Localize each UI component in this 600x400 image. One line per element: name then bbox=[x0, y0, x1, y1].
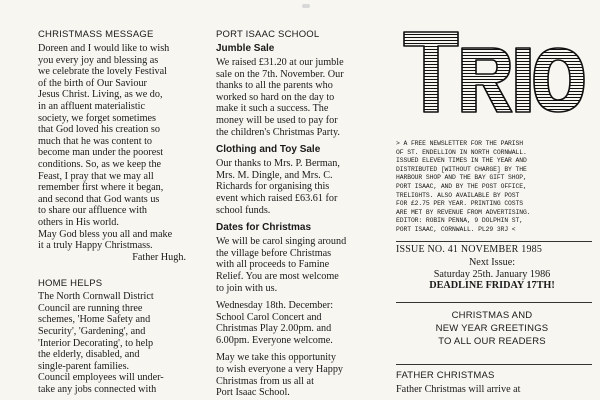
jumble-sale-title: Jumble Sale bbox=[216, 43, 275, 54]
text-line: Relief. You are most welcome bbox=[216, 270, 339, 282]
text-line: worked so hard on the day to bbox=[216, 91, 335, 103]
text-line: to wish everyone a very Happy bbox=[216, 364, 344, 376]
deadline: DEADLINE FRIDAY 17TH! bbox=[429, 280, 555, 292]
text-line: School Carol Concert and bbox=[216, 311, 322, 323]
text-line: Jesus Christ. Living, as we do, bbox=[38, 89, 163, 101]
divider bbox=[396, 364, 592, 365]
text-line: The North Cornwall District bbox=[38, 291, 154, 303]
text-line: Council are running three bbox=[38, 302, 143, 314]
info-line: DISTRIBUTED [WITHOUT CHARGE] BY THE bbox=[396, 165, 527, 173]
text-line: Port Isaac School. bbox=[216, 387, 290, 399]
text-line: much that he was content to bbox=[38, 135, 153, 147]
text-line: the elderly, disabled, and bbox=[38, 349, 140, 361]
text-line: in an affluent materialistic bbox=[38, 100, 146, 112]
text-line: it a truly Happy Christmass. bbox=[38, 240, 153, 252]
text-line: society, we forget sometimes bbox=[38, 112, 156, 124]
text-line: Council employees will under- bbox=[38, 372, 164, 384]
issue-box bbox=[396, 244, 588, 292]
greetings-line: TO ALL OUR READERS bbox=[438, 336, 546, 347]
info-line: TRELIGHTS. ALSO AVAILABLE BY POST bbox=[396, 191, 520, 199]
text-line: you every joy and blessing as bbox=[38, 54, 159, 66]
text-line: that God loved his creation so bbox=[38, 124, 160, 136]
text-line: Mrs. M. Dingle, and Mrs. C. bbox=[216, 169, 333, 181]
column-left bbox=[38, 0, 206, 396]
text-line: May God bless you all and make bbox=[38, 228, 173, 240]
info-line: FOR £2.75 PER YEAR. PRINTING COSTS bbox=[396, 200, 523, 208]
next-issue-date: Saturday 25th. January 1986 bbox=[433, 268, 551, 280]
info-line: PORT ISAAC, AND BY THE POST OFFICE, bbox=[396, 182, 527, 190]
info-line: EDITOR: ROBIN PENNA, 9 DOLPHIN ST, bbox=[396, 217, 523, 225]
text-line: We raised £31.20 at our jumble bbox=[216, 57, 344, 68]
trio-logo bbox=[400, 28, 588, 134]
closing-body bbox=[216, 352, 388, 398]
text-line: 'Interior Decorating', to help bbox=[38, 337, 154, 349]
text-line: schemes, 'Home Safety and bbox=[38, 314, 151, 326]
text-line: school funds. bbox=[216, 204, 271, 216]
info-line: OF ST. ENDELLION IN NORTH CORNWALL. bbox=[396, 148, 527, 156]
home-helps-heading: HOME HELPS bbox=[38, 278, 103, 290]
wednesday-body bbox=[216, 300, 388, 346]
text-line: we celebrate the lovely Festival bbox=[38, 66, 167, 78]
text-line: the village before Christmas bbox=[216, 247, 332, 259]
greetings-box bbox=[396, 310, 588, 347]
jumble-sale-body bbox=[216, 57, 388, 138]
divider bbox=[396, 241, 592, 242]
text-line: We will be carol singing around bbox=[216, 236, 347, 248]
signature: Father Hugh. bbox=[132, 251, 186, 263]
text-line: Christmas Play 2.00pm. and bbox=[216, 323, 332, 335]
home-helps-body bbox=[38, 291, 206, 395]
info-line: PORT ISAAC, CORNWALL. PL29 3RJ < bbox=[396, 225, 516, 233]
text-line: others in His world. bbox=[38, 216, 119, 228]
text-line: to join with us. bbox=[216, 282, 278, 294]
toy-sale-body bbox=[216, 158, 388, 216]
info-line: ARE MET BY REVENUE FROM ADVERTISING. bbox=[396, 208, 531, 216]
greetings-line: NEW YEAR GREETINGS bbox=[435, 323, 549, 334]
text-line: make it such a success. The bbox=[216, 103, 329, 115]
toy-sale-title: Clothing and Toy Sale bbox=[216, 144, 321, 156]
text-line: May we take this opportunity bbox=[216, 352, 336, 364]
text-line: sale on the 7th. November. Our bbox=[216, 68, 344, 80]
text-line: event which raised £63.61 for bbox=[216, 192, 338, 204]
column-middle bbox=[216, 0, 388, 399]
christmas-message-body bbox=[38, 43, 206, 263]
text-line: Wednesday 18th. December: bbox=[216, 300, 334, 312]
text-line: Security', 'Gardening', and bbox=[38, 326, 146, 338]
info-line: HARBOUR SHOP AND THE BAY GIFT SHOP, bbox=[396, 174, 527, 182]
text-line: Our thanks to Mrs. P. Berman, bbox=[216, 158, 340, 170]
text-line: Feast, I pray that we may all bbox=[38, 170, 154, 182]
text-line: remember first where it began, bbox=[38, 182, 164, 194]
dates-title: Dates for Christmas bbox=[216, 222, 312, 234]
text-line: money will be used to pay for bbox=[216, 114, 338, 126]
text-line: Father Christmas will arrive at bbox=[396, 384, 521, 395]
issue-line: ISSUE NO. 41 NOVEMBER 1985 bbox=[396, 244, 543, 255]
text-line: and second that God wants us bbox=[38, 193, 160, 205]
divider bbox=[396, 302, 592, 303]
text-line: single-parent families. bbox=[38, 360, 130, 372]
next-issue-label: Next Issue: bbox=[468, 257, 516, 268]
masthead-info bbox=[396, 140, 588, 235]
info-line: > A FREE NEWSLETTER FOR THE PARISH bbox=[396, 140, 523, 147]
father-christmas bbox=[396, 370, 588, 396]
school-heading: PORT ISAAC SCHOOL bbox=[216, 29, 320, 40]
text-line: of the birth of Our Saviour bbox=[38, 77, 147, 89]
text-line: 6.00pm. Everyone welcome. bbox=[216, 334, 333, 346]
father-christmas-heading: FATHER CHRISTMAS bbox=[396, 370, 495, 381]
info-line: ISSUED ELEVEN TIMES IN THE YEAR AND bbox=[396, 157, 527, 165]
christmas-message-heading: CHRISTMASS MESSAGE bbox=[38, 29, 154, 40]
greetings-line: CHRISTMAS AND bbox=[451, 310, 533, 321]
text-line: thanks to all the parents who bbox=[216, 80, 333, 92]
trio-logo-svg bbox=[400, 28, 588, 134]
text-line: to share our affluence with bbox=[38, 205, 148, 217]
dates-body bbox=[216, 236, 388, 294]
text-line: Christmas from us all at bbox=[216, 375, 314, 387]
text-line: Doreen and I would like to wish bbox=[38, 43, 170, 54]
text-line: Richards for organising this bbox=[216, 181, 330, 193]
text-line: the children's Christmas Party. bbox=[216, 126, 340, 138]
text-line: become man under the poorest bbox=[38, 147, 164, 159]
text-line: with all proceeds to Famine bbox=[216, 259, 330, 271]
text-line: conditions. So, as we keep the bbox=[38, 158, 162, 170]
text-line: take any jobs connected with bbox=[38, 384, 157, 396]
